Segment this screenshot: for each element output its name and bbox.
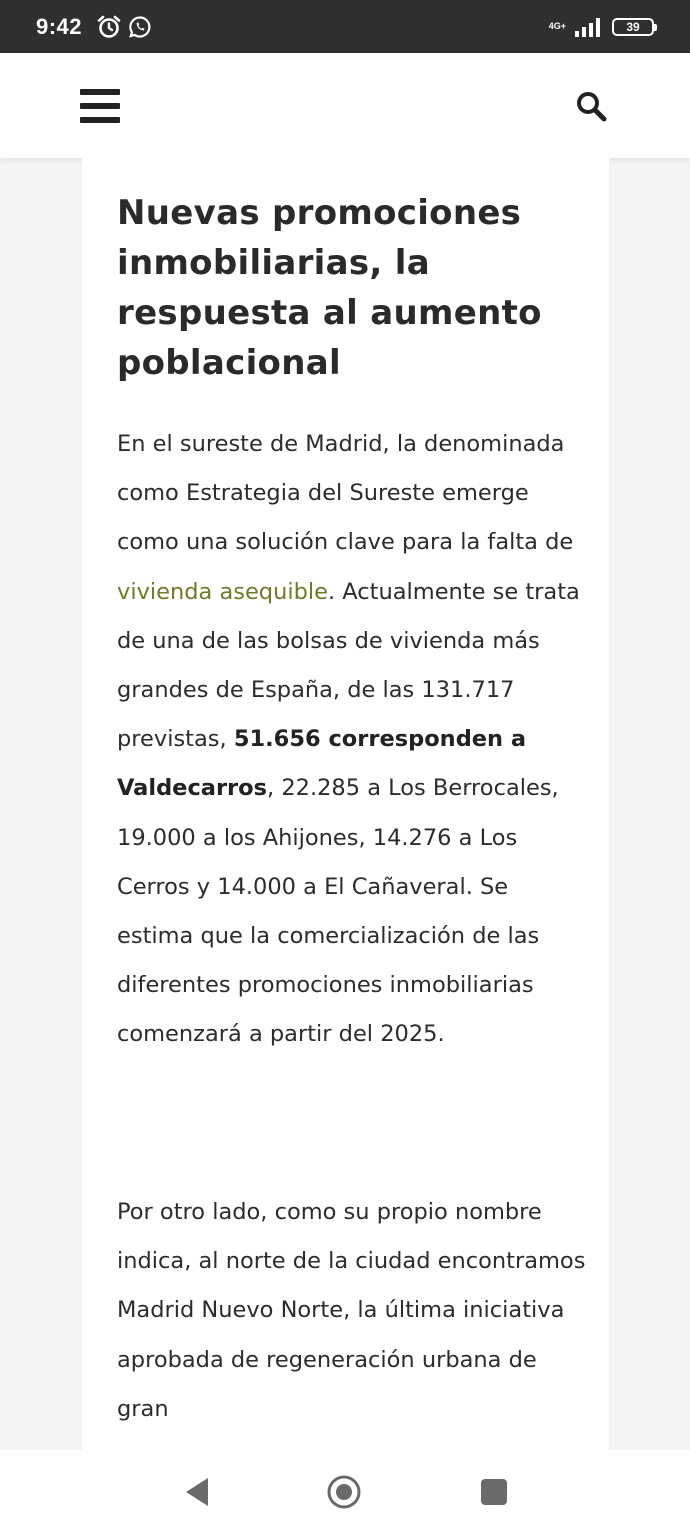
article-paragraph-2: Por otro lado, como su propio nombre indica, al norte de la ciudad encontramos Madrid Nuevo Norte, la última iniciativa aprobada de regeneración urbana de gran xyxy=(117,1199,586,1422)
status-left xyxy=(36,14,152,40)
status-right xyxy=(549,16,654,38)
site-header xyxy=(0,53,690,158)
paragraph-text: En el sureste de Madrid, la denominada como Estrategia del Sureste emerge como una solución clave para la falta de xyxy=(117,431,574,556)
back-icon[interactable] xyxy=(180,1474,216,1510)
article-card xyxy=(82,158,609,1450)
hamburger-menu-icon[interactable] xyxy=(80,89,120,123)
article-title: Nuevas promociones inmobiliarias, la respuesta al aumento poblacional xyxy=(117,193,542,383)
bold-highlight: 51.656 corresponden a Valdecarros xyxy=(117,726,527,802)
signal-icon xyxy=(574,16,604,38)
status-bar xyxy=(0,0,690,53)
paragraph-text: . Actualmente se trata de una de las bolsas de vivienda más grandes de España, de las 131.717 previstas, xyxy=(117,578,580,753)
status-time: 9:42 xyxy=(36,13,83,39)
system-navigation-bar xyxy=(0,1450,690,1533)
article-paragraph-1 xyxy=(117,420,587,1060)
battery-icon xyxy=(612,18,654,36)
whatsapp-icon xyxy=(128,15,152,39)
battery-level: 39 xyxy=(626,19,640,34)
vivienda-asequible-link[interactable]: vivienda asequible xyxy=(117,578,328,605)
search-icon[interactable] xyxy=(574,89,608,123)
recents-icon[interactable] xyxy=(476,1474,512,1510)
network-label: 4G+ xyxy=(548,21,566,31)
paragraph-text: , 22.285 a Los Berrocales, 19.000 a los Ahijones, 14.276 a Los Cerros y 14.000 a El Cañaveral. Se estima que la comercialización de las diferentes promociones inmobiliarias comenzará a partir del 2025. xyxy=(117,775,559,1048)
alarm-icon xyxy=(96,14,122,40)
home-icon[interactable] xyxy=(326,1474,362,1510)
